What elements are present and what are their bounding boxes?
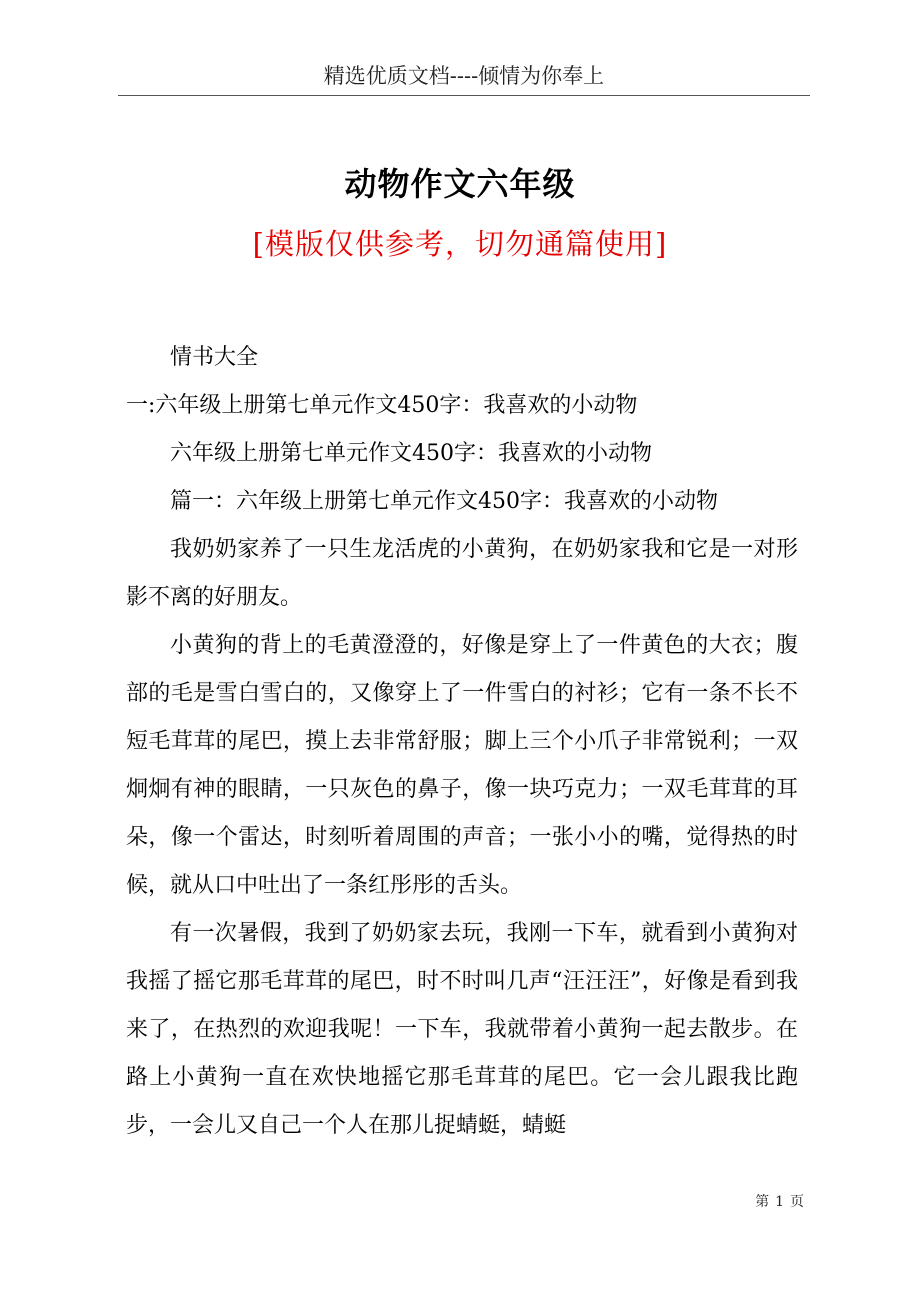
document-subtitle: [模版仅供参考，切勿通篇使用] <box>252 227 668 261</box>
document-title: 动物作文六年级 <box>344 165 576 203</box>
page-footer <box>752 1192 807 1212</box>
paragraph-intro: 我奶奶家养了一只生龙活虎的小黄狗，在奶奶家我和它是一对形影不离的好朋友。 <box>126 537 798 610</box>
footer-prefix: 第 <box>755 1194 770 1210</box>
paragraph-article-subtitle: 篇一：六年级上册第七单元作文450字：我喜欢的小动物 <box>170 489 718 514</box>
header-text: 精选优质文档----倾情为你奉上 <box>323 64 605 88</box>
page-header <box>118 62 810 90</box>
footer-suffix: 页 <box>790 1194 804 1210</box>
paragraph-section-heading: 一:六年级上册第七单元作文450字：我喜欢的小动物 <box>126 393 638 418</box>
page-number: 1 <box>775 1194 784 1210</box>
paragraph-article-title: 六年级上册第七单元作文450字：我喜欢的小动物 <box>170 441 652 466</box>
paragraph-category: 情书大全 <box>170 345 259 370</box>
paragraph-description: 小黄狗的背上的毛黄澄澄的，好像是穿上了一件黄色的大衣；腹部的毛是雪白雪白的，又像穿上了一件雪白的衬衫；它有一条不长不短毛茸茸的尾巴，摸上去非常舒服；脚上三个小爪子非常锐利；一双炯炯有神的眼睛，一只灰色的鼻子，像一块巧克力；一双毛茸茸的耳朵，像一个雷达，时刻听着周围的声音；一张小小的嘴，觉得热的时候，就从口中吐出了一条红彤彤的舌头。 <box>126 633 798 898</box>
header-divider <box>118 95 810 96</box>
document-body <box>126 334 798 1150</box>
paragraph-story: 有一次暑假，我到了奶奶家去玩，我刚一下车，就看到小黄狗对我摇了摇它那毛茸茸的尾巴，时不时叫几声“汪汪汪”，好像是看到我来了，在热烈的欢迎我呢！一下车，我就带着小黄狗一起去散步。在路上小黄狗一直在欢快地摇它那毛茸茸的尾巴。它一会儿跟我比跑步，一会儿又自己一个人在那儿捉蜻蜓，蜻蜓 <box>126 921 798 1138</box>
